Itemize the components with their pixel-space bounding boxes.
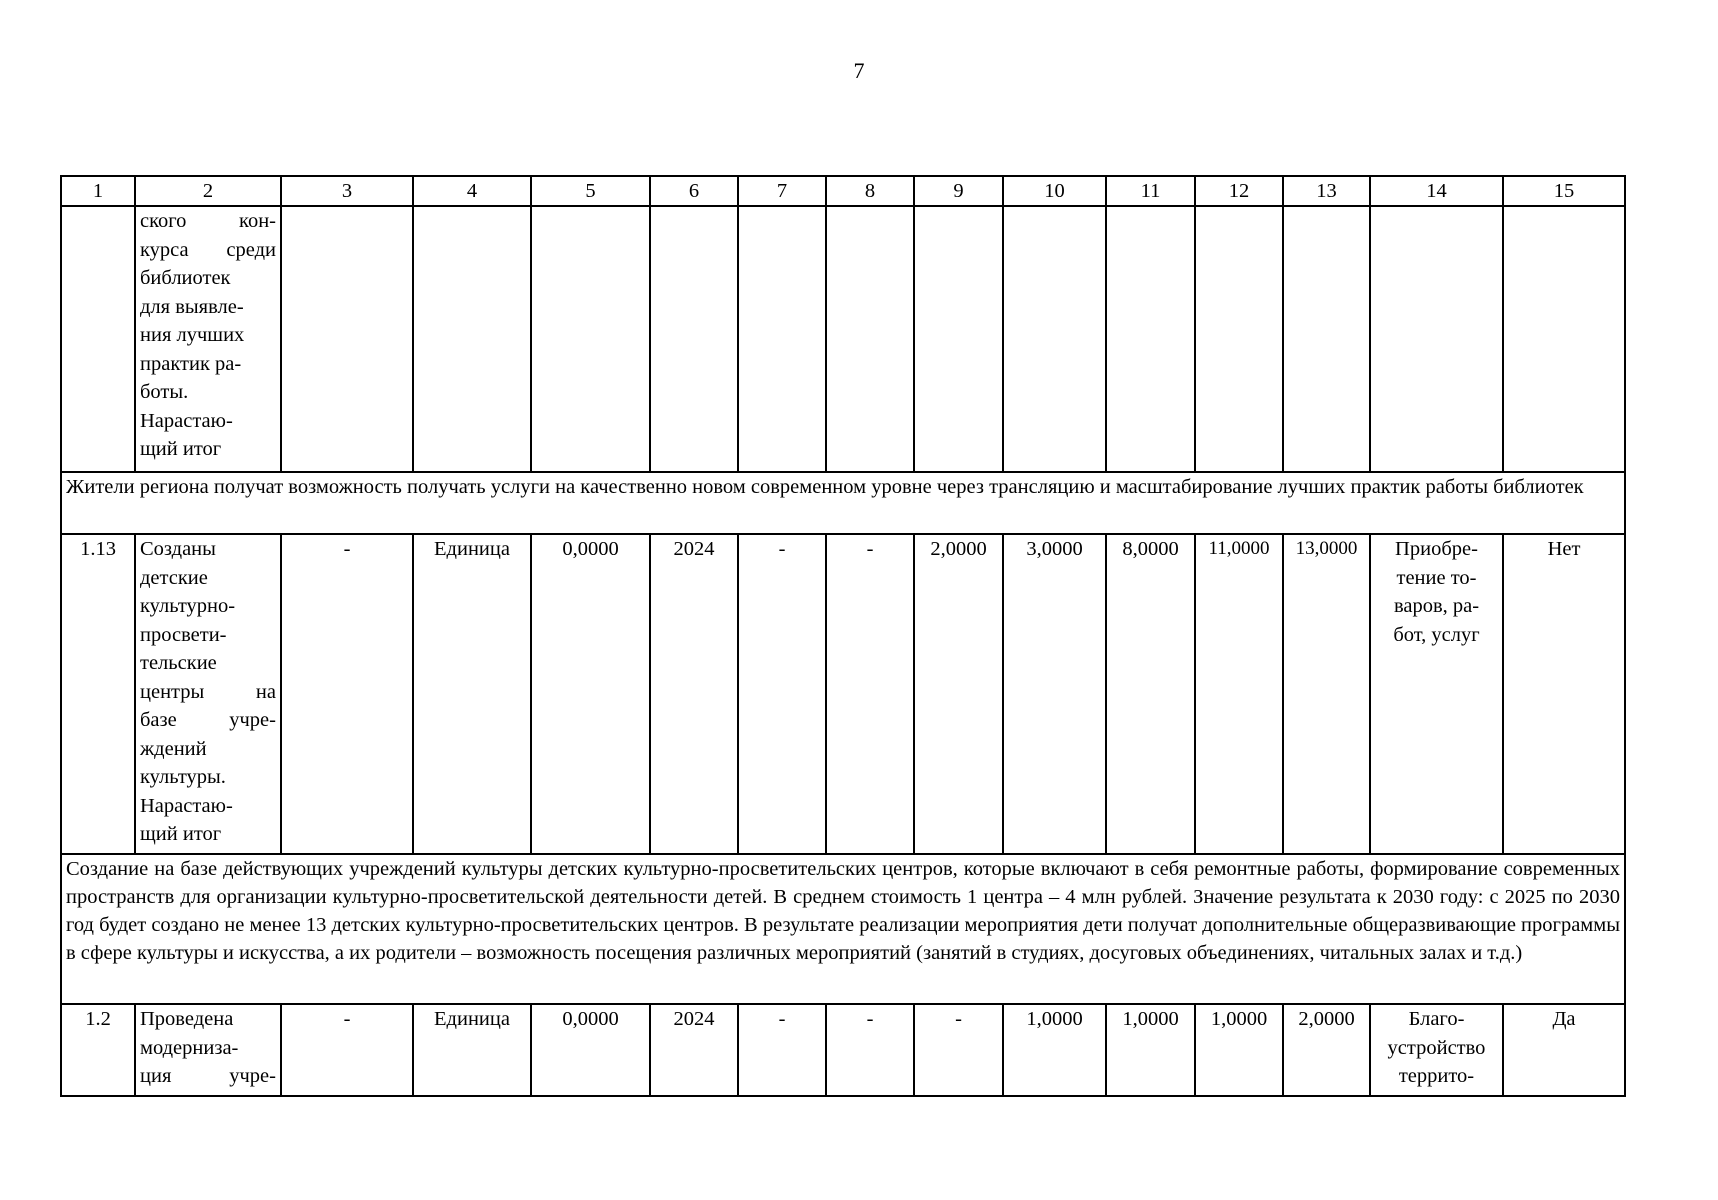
name-line: центры на (140, 680, 276, 703)
row-index (61, 206, 135, 472)
column-number: 2 (135, 176, 281, 206)
empty-cell (531, 206, 650, 472)
name-line: Нарастаю- (140, 409, 233, 432)
empty-cell (413, 206, 531, 472)
empty-cell (826, 206, 914, 472)
result-description: Создание на базе действующих учреждений культуры детских культурно-просветительских центров, которые включают в себя ремонтные работы, формирование современных пространств для организации культурно-просветительской деятельности детей. В среднем стоимость 1 центра – 4 млн рублей. Значение результата к 2030 году: с 2025 по 2030 год будет создано не менее 13 детских культурно-просветительских центров. В результате реализации мероприятия дети получат дополнительные общеразвивающие программы в сфере культуры и искусства, а их родители – возможность посещения различных мероприятий (занятий в студиях, досуговых объединениях, читальных залах и т.д.) (61, 854, 1625, 1004)
name-line: для выявле- (140, 295, 244, 318)
cell-col9: - (914, 1004, 1003, 1096)
cell-col11: 8,0000 (1106, 534, 1195, 854)
column-number: 10 (1003, 176, 1106, 206)
description-row (61, 854, 1625, 1004)
type-line: Благо- (1408, 1008, 1465, 1030)
type-line: варов, ра- (1393, 595, 1480, 617)
name-line: щий итог (140, 438, 222, 460)
name-line: ния лучших (140, 324, 245, 346)
name-line: ция учре- (140, 1065, 276, 1087)
column-number: 7 (738, 176, 826, 206)
name-line: модерниза- (140, 1036, 239, 1059)
column-number: 14 (1370, 176, 1503, 206)
empty-cell (1370, 206, 1503, 472)
table-row-1-13 (61, 534, 1625, 854)
base-year-cell: 2024 (650, 534, 738, 854)
column-number: 5 (531, 176, 650, 206)
cell-col10: 3,0000 (1003, 534, 1106, 854)
name-line: боты. (140, 381, 189, 403)
cell-col13: 13,0000 (1283, 534, 1370, 854)
empty-cell (1195, 206, 1283, 472)
column-number: 15 (1503, 176, 1625, 206)
empty-cell (1106, 206, 1195, 472)
cell-col3: - (281, 1004, 413, 1096)
empty-cell (738, 206, 826, 472)
cell-col7: - (738, 534, 826, 854)
empty-cell (1503, 206, 1625, 472)
empty-cell (1003, 206, 1106, 472)
column-number: 12 (1195, 176, 1283, 206)
cell-col12: 11,0000 (1195, 534, 1283, 854)
cell-col11: 1,0000 (1106, 1004, 1195, 1096)
page-number: 7 (853, 58, 865, 83)
column-number: 11 (1106, 176, 1195, 206)
name-line: базе учре- (140, 709, 276, 731)
cell-col15: Да (1503, 1004, 1625, 1096)
name-line: тельские (140, 652, 217, 674)
cell-col7: - (738, 1004, 826, 1096)
empty-cell (1283, 206, 1370, 472)
name-line: Созданы (140, 538, 216, 560)
cell-col9: 2,0000 (914, 534, 1003, 854)
name-line: культуры. (140, 766, 226, 788)
row-index: 1.13 (61, 534, 135, 854)
empty-cell (281, 206, 413, 472)
name-line: просвети- (140, 623, 227, 646)
result-description: Жители региона получат возможность получать услуги на качественно новом современном уровне через трансляцию и масштабирование лучших практик работы библиотек (61, 472, 1625, 534)
empty-cell (650, 206, 738, 472)
column-number: 4 (413, 176, 531, 206)
empty-cell (914, 206, 1003, 472)
result-name (135, 1004, 281, 1096)
name-line: ждений (140, 737, 207, 760)
name-line: Проведена (140, 1008, 234, 1030)
column-number: 3 (281, 176, 413, 206)
column-number-row (61, 176, 1625, 206)
cell-col8: - (826, 1004, 914, 1096)
base-value-cell: 0,0000 (531, 1004, 650, 1096)
name-line: практик ра- (140, 352, 242, 375)
cell-col12: 1,0000 (1195, 1004, 1283, 1096)
type-line: Приобре- (1395, 538, 1478, 560)
table-row-1-2 (61, 1004, 1625, 1096)
result-name (135, 534, 281, 854)
name-line: щий итог (140, 823, 222, 845)
result-name (135, 206, 281, 472)
description-row (61, 472, 1625, 534)
base-year-cell: 2024 (650, 1004, 738, 1096)
type-cell (1370, 534, 1503, 854)
name-line: курса среди (140, 238, 276, 261)
unit-cell: Единица (413, 1004, 531, 1096)
type-line: террито- (1398, 1065, 1475, 1087)
cell-col15: Нет (1503, 534, 1625, 854)
unit-cell: Единица (413, 534, 531, 854)
type-line: бот, услуг (1393, 623, 1480, 646)
results-table (60, 175, 1626, 1097)
column-number: 9 (914, 176, 1003, 206)
column-number: 13 (1283, 176, 1370, 206)
cell-col10: 1,0000 (1003, 1004, 1106, 1096)
cell-col13: 2,0000 (1283, 1004, 1370, 1096)
name-line: ского кон- (140, 210, 276, 232)
column-number: 8 (826, 176, 914, 206)
type-line: устройство (1387, 1036, 1486, 1059)
type-cell (1370, 1004, 1503, 1096)
type-line: тение то- (1396, 566, 1477, 589)
row-index: 1.2 (61, 1004, 135, 1096)
cell-col3: - (281, 534, 413, 854)
column-number: 1 (61, 176, 135, 206)
name-line: культурно- (140, 595, 236, 617)
name-line: детские (140, 566, 208, 589)
cell-col8: - (826, 534, 914, 854)
column-number: 6 (650, 176, 738, 206)
base-value-cell: 0,0000 (531, 534, 650, 854)
name-line: Нарастаю- (140, 794, 233, 817)
name-line: библиотек (140, 267, 231, 289)
table-row-continuation (61, 206, 1625, 472)
